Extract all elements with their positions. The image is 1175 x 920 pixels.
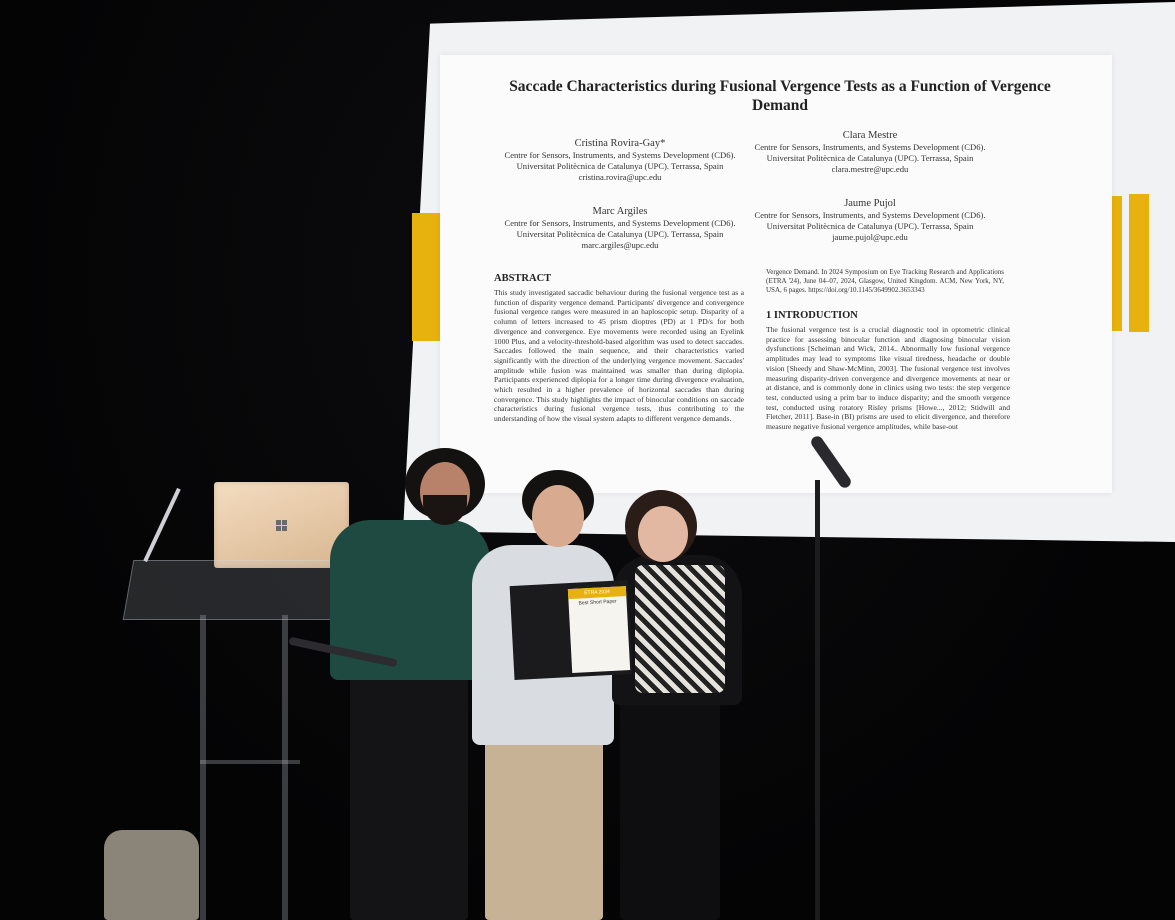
accent-bar-right-2 (1129, 194, 1149, 332)
author-name: Jaume Pujol (844, 198, 896, 209)
certificate-title: Best Short Paper (578, 598, 617, 607)
laptop (214, 482, 349, 568)
certificate-header: ETRA 2024 (568, 586, 626, 599)
lectern-shelf (200, 760, 300, 764)
person-right-face (638, 506, 688, 562)
intro-heading: 1 INTRODUCTION (766, 310, 858, 321)
author-3 (490, 205, 750, 251)
person-right-trousers (620, 690, 720, 920)
author-affiliation: Centre for Sensors, Instruments, and Systems Development (CD6). Universitat Politècnica de Catalunya (UPC). Terrassa, Spain (504, 218, 736, 239)
certificate-page (568, 586, 630, 673)
lectern-leg-right (282, 615, 288, 920)
reference-text: Vergence Demand. In 2024 Symposium on Eye Tracking Research and Applications (ETRA '24), June 04–07, 2024, Glasgow, United Kingdom. ACM, New York, NY, USA, 6 pages. https://doi.org/10.1145/3649902.3653343 (766, 268, 1004, 294)
author-email: cristina.rovira@upc.edu (578, 172, 662, 182)
abstract-text: This study investigated saccadic behaviour during the fusional vergence test as a function of disparity vergence demand. Participants' divergence and convergence fusional vergence ranges were measured in an haploscopic setup. Disparity of a column of letters increased to 45 prism dioptres (PD) at 1 PD/s for both divergence and convergence. Eye movements were recorded using an Eyelink 1000 Plus, and a velocity-threshold-based algorithm was used to detect saccades. Saccades followed the main sequence, and their characteristics varied significantly with the direction of the underlying vergence movement. Saccades' amplitude while fusion was maintained was smaller than during diplopia. Participants experienced diplopia for a longer time during divergence evaluation, which resulted in a higher prevalence of horizontal saccades than during convergence. This study highlights the impact of binocular conditions on saccade characteristics during fusional vergence tests, thus contributing to the understanding of how the visual system adapts to different vergence demands. (494, 288, 744, 424)
paper-title: Saccade Characteristics during Fusional Vergence Tests as a Function of Vergence Demand (509, 78, 1051, 114)
author-affiliation: Centre for Sensors, Instruments, and Systems Development (CD6). Universitat Politècnica de Catalunya (UPC). Terrassa, Spain (504, 150, 736, 171)
windows-logo-icon (276, 520, 288, 532)
author-affiliation: Centre for Sensors, Instruments, and Systems Development (CD6). Universitat Politècnica de Catalunya (UPC). Terrassa, Spain (754, 210, 986, 231)
backpack (104, 830, 199, 920)
person-left-trousers (350, 670, 468, 920)
award-certificate (510, 580, 633, 680)
lectern-leg-left (200, 615, 206, 920)
author-affiliation: Centre for Sensors, Instruments, and Systems Development (CD6). Universitat Politècnica de Catalunya (UPC). Terrassa, Spain (754, 142, 986, 163)
author-email: clara.mestre@upc.edu (831, 164, 909, 174)
author-1 (490, 137, 750, 183)
author-name: Marc Argiles (592, 206, 648, 217)
microphone-stand (815, 480, 820, 920)
author-4 (740, 197, 1000, 243)
person-middle-face (532, 485, 584, 547)
abstract-heading: ABSTRACT (494, 273, 552, 284)
person-right-vest (635, 565, 725, 693)
author-email: jaume.pujol@upc.edu (832, 232, 908, 242)
slide-paper (440, 55, 1112, 493)
author-name: Cristina Rovira-Gay* (574, 138, 666, 149)
author-name: Clara Mestre (842, 130, 898, 141)
intro-text: The fusional vergence test is a crucial diagnostic tool in optometric clinical practice for assessing binocular function and diagnosing binocular vision dysfunctions [Scheiman and Wick, 2014.. Abnormally low fusional vergence amplitudes may lead to symptoms like visual tiredness, headache or double vision [Sheedy and Shaw-McMinn, 2003]. The fusional vergence test involves measuring disparity-driven convergence and divergence movements at near or at distance, and is commonly done in clinics using two tests: the step vergence test, conducted using a prim bar to induce disparity; and the smooth vergence test, conducted using rotatory Risley prisms [Howe..., 2012; Stidwill and Fletcher, 2011]. Base-in (BI) prisms are used to elicit divergence, and therefore measure negative fusional vergence amplitudes, while base-out (766, 325, 1010, 432)
author-2 (740, 129, 1000, 175)
author-email: marc.argiles@upc.edu (581, 240, 659, 250)
accent-bar-left (412, 213, 440, 341)
person-middle-trousers (485, 735, 603, 920)
